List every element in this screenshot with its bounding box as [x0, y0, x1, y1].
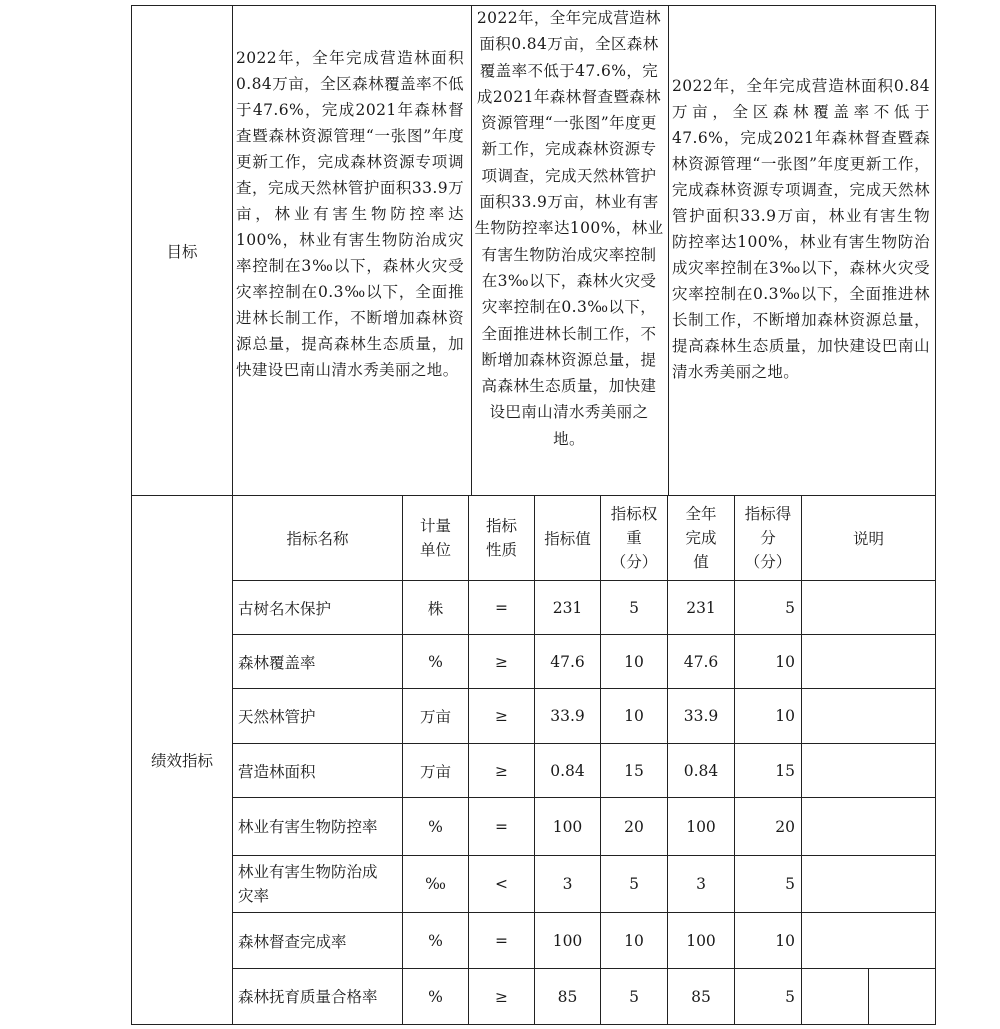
row-6-target: 3: [562, 875, 573, 893]
goal-divider-2: [668, 5, 669, 496]
row-3-weight: 10: [624, 707, 644, 725]
row-1-target: 231: [552, 598, 583, 617]
indicators-label: 绩效指标: [150, 752, 213, 770]
row-3-unit: 万亩: [419, 708, 451, 726]
row-3-actual: 33.9: [683, 707, 719, 725]
row-4-target: 0.84: [550, 761, 585, 780]
row-7-actual: 100: [686, 931, 716, 950]
goal-label: 目标: [166, 242, 198, 261]
header-name: 指标名称: [286, 530, 349, 548]
row-7-unit: %: [428, 931, 443, 950]
row-7-score: 10: [775, 931, 795, 950]
goal-divider-1: [471, 5, 472, 496]
row-1-weight: 5: [629, 598, 639, 617]
row-6-unit: ‰: [425, 875, 446, 893]
header-actual: 全年完成值: [685, 505, 717, 571]
row-6-score: 5: [785, 875, 795, 893]
row-8-score: 5: [785, 987, 795, 1006]
table-border-right: [935, 5, 936, 1025]
row-1-actual: 231: [686, 598, 716, 617]
header-weight: 指标权重（分）: [610, 505, 658, 571]
row-2-unit: %: [428, 652, 443, 671]
row-8-unit: %: [428, 987, 443, 1006]
row-4-weight: 15: [624, 761, 644, 780]
row-5-unit: %: [428, 817, 443, 836]
row-4-actual: 0.84: [683, 761, 719, 780]
row-7-weight: 10: [624, 931, 644, 950]
row-6-nature: <: [495, 875, 508, 893]
row-7-name: 森林督查完成率: [238, 932, 347, 951]
row-1-name: 古树名木保护: [238, 599, 332, 618]
row-6-weight: 5: [629, 875, 639, 893]
header-note: 说明: [852, 530, 884, 548]
row-7-nature: =: [495, 931, 508, 950]
header-unit: 计量单位: [419, 517, 451, 559]
row-6-actual: 3: [696, 875, 706, 893]
row-2-score: 10: [775, 652, 795, 671]
row-5-score: 20: [775, 817, 795, 836]
row-5-nature: =: [495, 817, 508, 836]
col-divider-extra: [868, 968, 869, 1025]
row-8-name: 森林抚育质量合格率: [238, 987, 378, 1006]
goal-text-col2: 2022年，全年完成营造林面积0.84万亩，全区森林覆盖率不低于47.6%，完成2021年森林督查暨森林资源管理“一张图”年度更新工作，完成森林资源专项调查，完成天然林管护面积33.9万亩，林业有害生物防控率达100%，林业有害生物防治成灾率控制在3‰以下，森林火灾受灾率控制在0.3‰以下，全面推进林长制工作，不断增加森林资源总量，提高森林生态质量，加快建设巴南山清水秀美丽之地。: [474, 9, 664, 448]
row-4-nature: ≥: [495, 761, 508, 780]
row-6-name: 林业有害生物防治成灾率: [238, 863, 378, 905]
row-2-weight: 10: [624, 652, 644, 671]
row-4-score: 15: [775, 761, 795, 780]
row-8-weight: 5: [629, 987, 639, 1006]
row-2-name: 森林覆盖率: [238, 653, 316, 672]
goal-text-col3: 2022年，全年完成营造林面积0.84万亩，全区森林覆盖率不低于47.6%，完成2021年森林督查暨森林资源管理“一张图”年度更新工作，完成森林资源专项调查，完成天然林管护面积33.9万亩，林业有害生物防控率达100%，林业有害生物防治成灾率控制在3‰以下，森林火灾受灾率控制在0.3‰以下，全面推进林长制工作，不断增加森林资源总量，提高森林生态质量，加快建设巴南山清水秀美丽之地。: [672, 77, 930, 381]
row-3-target: 33.9: [550, 707, 585, 725]
row-1-unit: 株: [427, 599, 444, 618]
row-3-nature: ≥: [495, 707, 508, 725]
row-5-name: 林业有害生物防控率: [238, 817, 378, 836]
row-8-actual: 85: [691, 987, 711, 1006]
header-nature: 指标性质: [485, 517, 517, 559]
row-2-actual: 47.6: [683, 652, 719, 671]
row-1-nature: =: [495, 598, 508, 617]
row-4-name: 营造林面积: [238, 762, 316, 781]
row-8-nature: ≥: [495, 987, 508, 1006]
row-5-target: 100: [552, 817, 583, 836]
header-score: 指标得分（分）: [744, 505, 792, 571]
row-5-weight: 20: [624, 817, 644, 836]
row-7-target: 100: [552, 931, 583, 950]
row-2-nature: ≥: [495, 652, 508, 671]
row-1-score: 5: [785, 598, 795, 617]
row-2-target: 47.6: [550, 652, 585, 671]
row-3-name: 天然林管护: [238, 708, 316, 726]
row-4-unit: 万亩: [419, 762, 451, 781]
header-target: 指标值: [544, 530, 591, 548]
row-3-score: 10: [775, 707, 795, 725]
goal-text-col1: 2022年，全年完成营造林面积0.84万亩，全区森林覆盖率不低于47.6%，完成2021年森林督查暨森林资源管理“一张图”年度更新工作，完成森林资源专项调查，完成天然林管护面积33.9万亩，林业有害生物防控率达100%，林业有害生物防治成灾率控制在3‰以下，森林火灾受灾率控制在0.3‰以下，全面推进林长制工作，不断增加森林资源总量，提高森林生态质量，加快建设巴南山清水秀美丽之地。: [236, 49, 464, 379]
row-5-actual: 100: [686, 817, 716, 836]
row-8-target: 85: [557, 987, 578, 1006]
